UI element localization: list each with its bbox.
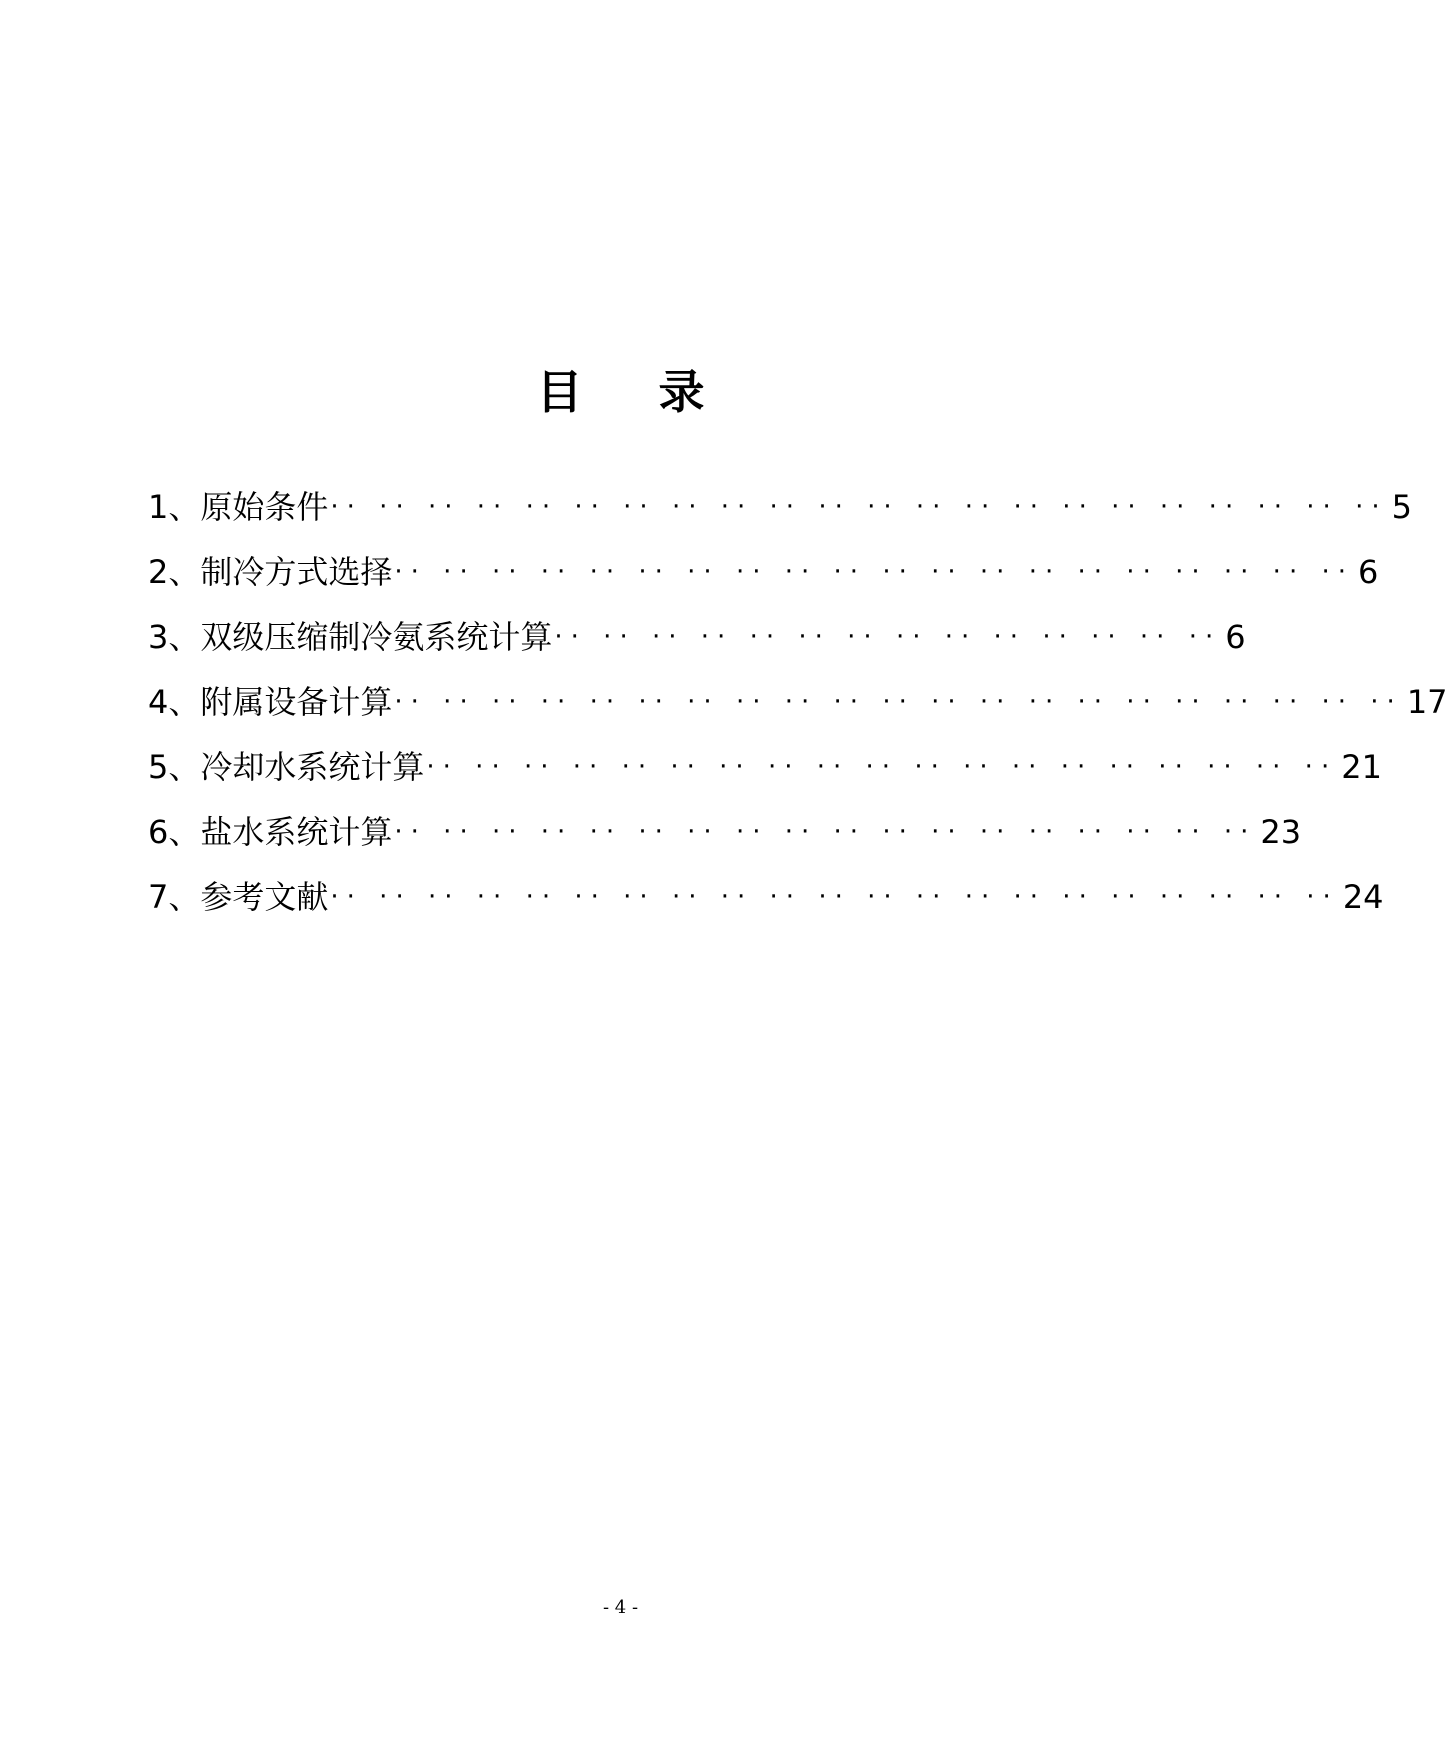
toc-entry-number: 2、 [148,552,201,591]
toc-title: 目 录 [536,365,735,419]
toc-entry[interactable] [148,734,1382,799]
toc-dot-leader: ·· ·· ·· ·· ·· ·· ·· ·· ·· ·· ·· ·· ·· ·· ·· ·· ·· ·· ·· ·· [394,556,1355,587]
toc-entry[interactable] [148,669,1448,734]
toc-dot-leader: ·· ·· ·· ·· ·· ·· ·· ·· ·· ·· ·· ·· ·· ·· [554,621,1222,652]
toc-entry-page: 6 [1225,617,1246,656]
toc-entry-label: 制冷方式选择 [200,552,393,591]
toc-entry[interactable] [148,539,1379,604]
toc-entry-number: 5、 [148,747,201,786]
toc-dot-leader: ·· ·· ·· ·· ·· ·· ·· ·· ·· ·· ·· ·· ·· ·· ·· ·· ·· ·· ·· ·· ·· [394,686,1403,717]
toc-entry-number: 1、 [148,487,201,526]
toc-dot-leader: ·· ·· ·· ·· ·· ·· ·· ·· ·· ·· ·· ·· ·· ·· ·· ·· ·· ·· ·· [426,751,1338,782]
toc-entry[interactable] [148,474,1412,539]
toc-entry-number: 3、 [148,617,201,656]
toc-list [148,474,1448,929]
toc-entry-number: 6、 [148,812,201,851]
toc-entry-label: 冷却水系统计算 [200,747,425,786]
page-number: - 4 - [602,1597,639,1618]
toc-entry-page: 23 [1260,812,1302,851]
toc-entry-number: 7、 [148,877,201,916]
toc-entry-page: 5 [1391,487,1412,526]
toc-entry-label: 盐水系统计算 [200,812,393,851]
toc-entry-page: 6 [1358,552,1379,591]
toc-dot-leader: ·· ·· ·· ·· ·· ·· ·· ·· ·· ·· ·· ·· ·· ·· ·· ·· ·· ·· ·· ·· ·· [330,881,1339,912]
toc-entry-page: 24 [1342,877,1384,916]
toc-entry-label: 原始条件 [200,487,329,526]
toc-dot-leader: ·· ·· ·· ·· ·· ·· ·· ·· ·· ·· ·· ·· ·· ·· ·· ·· ·· ·· [394,816,1257,847]
toc-dot-leader: ·· ·· ·· ·· ·· ·· ·· ·· ·· ·· ·· ·· ·· ·· ·· ·· ·· ·· ·· ·· ·· ·· [330,491,1388,522]
toc-entry-label: 附属设备计算 [200,682,393,721]
toc-entry[interactable] [148,864,1384,929]
toc-entry-page: 17 [1406,682,1448,721]
toc-entry[interactable] [148,799,1302,864]
toc-entry-label: 双级压缩制冷氨系统计算 [200,617,553,656]
toc-entry[interactable] [148,604,1246,669]
toc-entry-number: 4、 [148,682,201,721]
toc-entry-label: 参考文献 [200,877,329,916]
toc-entry-page: 21 [1341,747,1382,786]
